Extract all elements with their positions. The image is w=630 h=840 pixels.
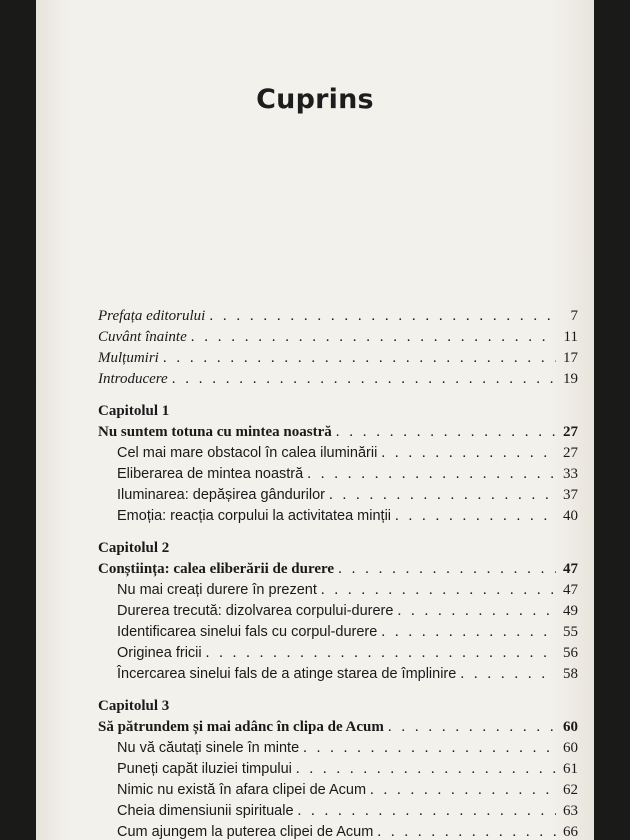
toc-entry-introduction [98,369,578,390]
toc-section [98,464,578,485]
toc-entry-page: 60 [563,719,578,735]
toc-entry-label: Introducere [98,371,168,387]
toc-entry-page: 58 [563,666,578,682]
toc-entry-page: 49 [563,603,578,619]
toc-entry-label: Originea fricii [117,645,202,661]
toc-entry-label: Nu vă căutați sinele în minte [117,740,300,756]
toc-entry-page: 47 [563,582,578,598]
toc-entry-label: Nu mai creați durere în prezent [117,582,317,598]
chapter-heading-1: Capitolul 1 [98,403,170,419]
toc-section [98,580,578,601]
toc-entry-label: Iluminarea: depășirea gândurilor [117,487,325,503]
toc-section [98,601,578,622]
toc-entry-page: 7 [570,308,578,324]
toc-entry-page: 19 [563,371,578,387]
dot-leader [460,664,556,685]
chapter-heading-3: Capitolul 3 [98,698,170,714]
toc-section [98,506,578,527]
dot-leader [191,327,556,348]
toc-entry-page: 40 [563,508,578,524]
toc-entry-page: 33 [563,466,578,482]
dot-leader [395,506,556,527]
dot-leader [307,464,556,485]
toc-entry-label: Cel mai mare obstacol în calea iluminării [117,445,378,461]
toc-section [98,822,578,840]
toc-entry-acknowledgements [98,348,578,369]
chapter-heading-2: Capitolul 2 [98,540,170,556]
toc-entry-page: 61 [563,761,578,777]
toc-entry-preface [98,306,578,327]
toc-entry-label: Încercarea sinelui fals de a atinge starea de împlinire [117,666,457,682]
toc-section [98,643,578,664]
dot-leader [163,348,556,369]
dot-leader [303,738,556,759]
dot-leader [209,306,556,327]
toc-entry-label: Cheia dimensiunii spirituale [117,803,294,819]
page-title: Cuprins [256,84,374,115]
toc-entry-page: 47 [563,561,578,577]
toc-entry-label: Identificarea sinelui fals cu corpul-durere [117,624,378,640]
chapter-title-3 [98,717,578,738]
toc-section [98,443,578,464]
book-page [36,0,594,840]
toc-entry-foreword [98,327,578,348]
table-of-contents [98,306,578,840]
dot-leader [321,580,556,601]
toc-entry-label: Mulțumiri [98,350,159,366]
dot-leader [397,601,556,622]
toc-entry-label: Durerea trecută: dizolvarea corpului-durere [117,603,394,619]
toc-entry-page: 63 [563,803,578,819]
toc-entry-page: 60 [563,740,578,756]
toc-entry-label: Conștiința: calea eliberării de durere [98,561,335,577]
dot-leader [296,759,556,780]
dot-leader [206,643,556,664]
toc-entry-page: 55 [563,624,578,640]
toc-entry-page: 66 [563,824,578,840]
toc-entry-label: Prefața editorului [98,308,206,324]
dot-leader [381,443,556,464]
toc-entry-page: 37 [563,487,578,503]
toc-entry-label: Nu suntem totuna cu mintea noastră [98,424,332,440]
toc-section [98,759,578,780]
toc-entry-page: 27 [563,445,578,461]
toc-entry-page: 56 [563,645,578,661]
toc-entry-label: Eliberarea de mintea noastră [117,466,304,482]
toc-entry-label: Puneți capăt iluziei timpului [117,761,292,777]
dot-leader [172,369,556,390]
toc-section [98,664,578,685]
toc-entry-page: 11 [563,329,578,345]
toc-entry-page: 27 [563,424,578,440]
toc-section [98,780,578,801]
dot-leader [298,801,556,822]
toc-section [98,738,578,759]
chapter-title-2 [98,559,578,580]
toc-entry-label: Cum ajungem la puterea clipei de Acum [117,824,374,840]
toc-section [98,622,578,643]
toc-entry-label: Nimic nu există în afara clipei de Acum [117,782,367,798]
toc-entry-page: 17 [563,350,578,366]
dot-leader [329,485,556,506]
toc-section [98,485,578,506]
dot-leader [381,622,556,643]
dot-leader [336,422,556,443]
dot-leader [338,559,556,580]
toc-entry-page: 62 [563,782,578,798]
chapter-title-1 [98,422,578,443]
dot-leader [388,717,556,738]
toc-entry-label: Să pătrundem și mai adânc în clipa de Acum [98,719,384,735]
dot-leader [377,822,556,840]
toc-section [98,801,578,822]
dot-leader [370,780,556,801]
toc-entry-label: Cuvânt înainte [98,329,187,345]
toc-entry-label: Emoția: reacția corpului la activitatea minții [117,508,392,524]
